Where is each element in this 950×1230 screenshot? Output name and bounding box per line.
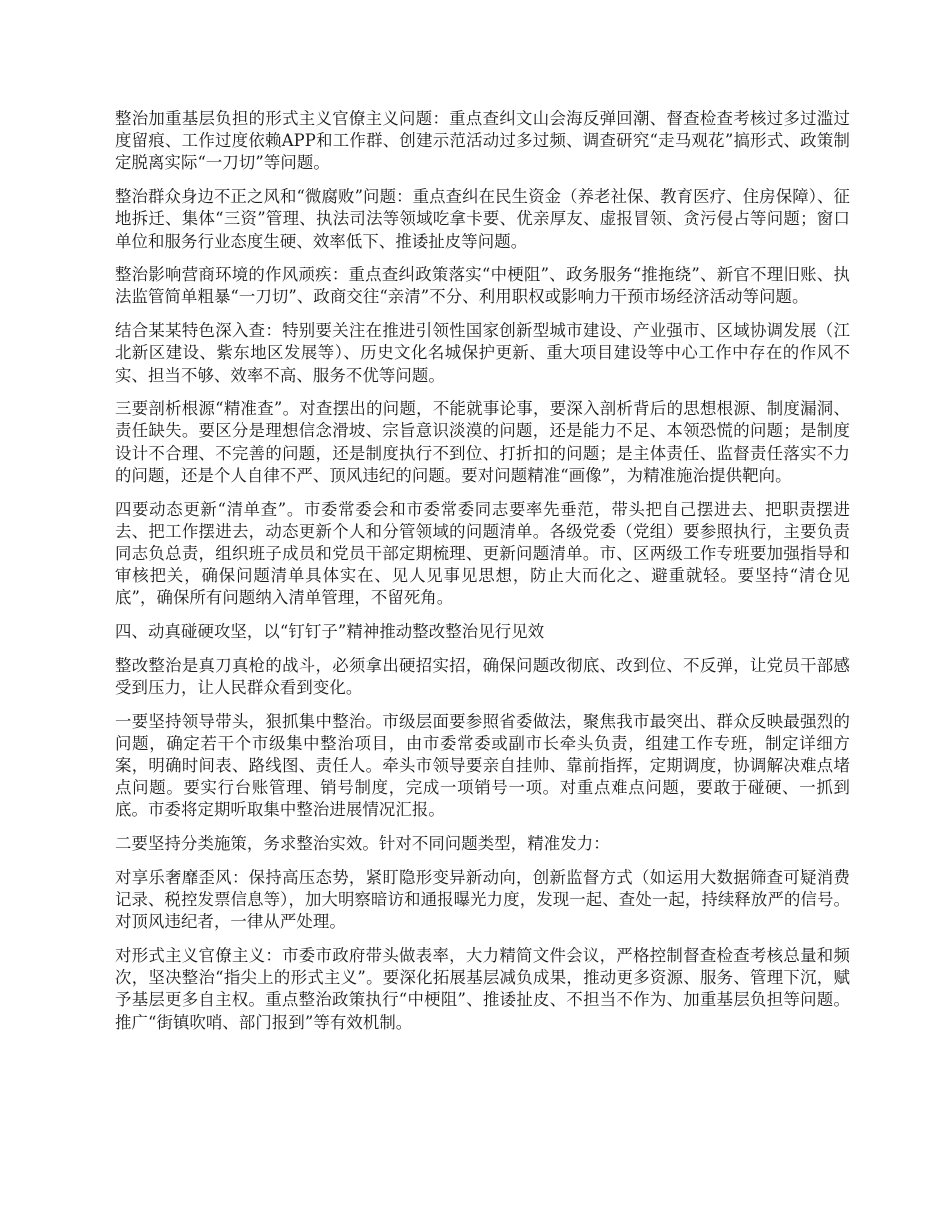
paragraph-dynamic-list: 四要动态更新“清单查”。市委常委会和市委常委同志要率先垂范，带头把自己摆进去、把职责摆进去、把工作摆进去，动态更新个人和分管领域的问题清单。各级党委（党组）要参照执行，主要负责同志负总责，组织班子成员和党员干部定期梳理、更新问题清单。市、区两级工作专班要加强指导和审核把关，确保问题清单具体实在、见人见事见思想，防止大而化之、避重就轻。要坚持“清仓见底”，确保所有问题纳入清单管理，不留死角。 bbox=[115, 499, 850, 608]
paragraph-bureaucratism: 对形式主义官僚主义：市委市政府带头做表率，大力精简文件会议，严格控制督查检查考核总量和频次，坚决整治“指尖上的形式主义”。要深化拓展基层减负成果，推动更多资源、服务、管理下沉，赋予基层更多自主权。重点整治政策执行“中梗阻”、推诿扯皮、不担当不作为、加重基层负担等问题。推广“街镇吹哨、部门报到”等有效机制。 bbox=[115, 946, 850, 1032]
paragraph-hedonism: 对享乐奢靡歪风：保持高压态势，紧盯隐形变异新动向，创新监督方式（如运用大数据筛查可疑消费记录、税控发票信息等），加大明察暗访和通报曝光力度，发现一起、查处一起，持续释放严的信号。对顶风违纪者，一律从严处理。 bbox=[115, 867, 850, 932]
paragraph-formalism-burden: 整治加重基层负担的形式主义官僚主义问题：重点查纠文山会海反弹回潮、督查检查考核过多过滥过度留痕、工作过度依赖APP和工作群、创建示范活动过多过频、调查研究“走马观花”搞形式、政策制定脱离实际“一刀切”等问题。 bbox=[115, 109, 850, 173]
document-body bbox=[115, 108, 850, 1045]
paragraph-micro-corruption: 整治群众身边不正之风和“微腐败”问题：重点查纠在民生资金（养老社保、教育医疗、住房保障）、征地拆迁、集体“三资”管理、执法司法等领域吃拿卡要、优亲厚友、虚报冒领、贪污侵占等问题；窗口单位和服务行业态度生硬、效率低下、推诿扯皮等问题。 bbox=[115, 187, 850, 251]
paragraph-leadership: 一要坚持领导带头，狠抓集中整治。市级层面要参照省委做法，聚焦我市最突出、群众反映最强烈的问题，确定若干个市级集中整治项目，由市委常委或副市长牵头负责，组建工作专班，制定详细方案，明确时间表、路线图、责任人。牵头市领导要亲自挂帅、靠前指挥，定期调度，协调解决难点堵点问题。要实行台账管理、销号制度，完成一项销号一项。对重点难点问题，要敢于碰硬、一抓到底。市委将定期听取集中整治进展情况汇报。 bbox=[115, 711, 850, 820]
paragraph-root-cause-analysis: 三要剖析根源“精准查”。对查摆出的问题，不能就事论事，要深入剖析背后的思想根源、制度漏洞、责任缺失。要区分是理想信念滑坡、宗旨意识淡漠的问题，还是能力不足、本领恐慌的问题；是制度设计不合理、不完善的问题，还是制度执行不到位、打折扣的问题；是主体责任、监督责任落实不力的问题，还是个人自律不严、顶风违纪的问题。要对问题精准“画像”，为精准施治提供靶向。 bbox=[115, 399, 850, 485]
section-heading-four: 四、动真碰硬攻坚，以“钉钉子”精神推动整改整治见行见效 bbox=[115, 622, 545, 642]
paragraph-business-environment: 整治影响营商环境的作风顽疾：重点查纠政策落实“中梗阻”、政务服务“推拖绕”、新官不理旧账、执法监管简单粗暴“一刀切”、政商交往“亲清”不分、利用职权或影响力干预市场经济活动等问题。 bbox=[115, 265, 850, 307]
paragraph-rectification-intro: 整改整治是真刀真枪的战斗，必须拿出硬招实招，确保问题改彻底、改到位、不反弹，让党员干部感受到压力，让人民群众看到变化。 bbox=[115, 655, 850, 697]
paragraph-classified-measures: 二要坚持分类施策，务求整治实效。针对不同问题类型，精准发力： bbox=[115, 834, 610, 854]
paragraph-local-features: 结合某某特色深入查：特别要关注在推进引领性国家创新型城市建设、产业强市、区域协调发展（江北新区建设、紫东地区发展等）、历史文化名城保护更新、重大项目建设等中心工作中存在的作风不实、担当不够、效率不高、服务不优等问题。 bbox=[115, 321, 850, 385]
